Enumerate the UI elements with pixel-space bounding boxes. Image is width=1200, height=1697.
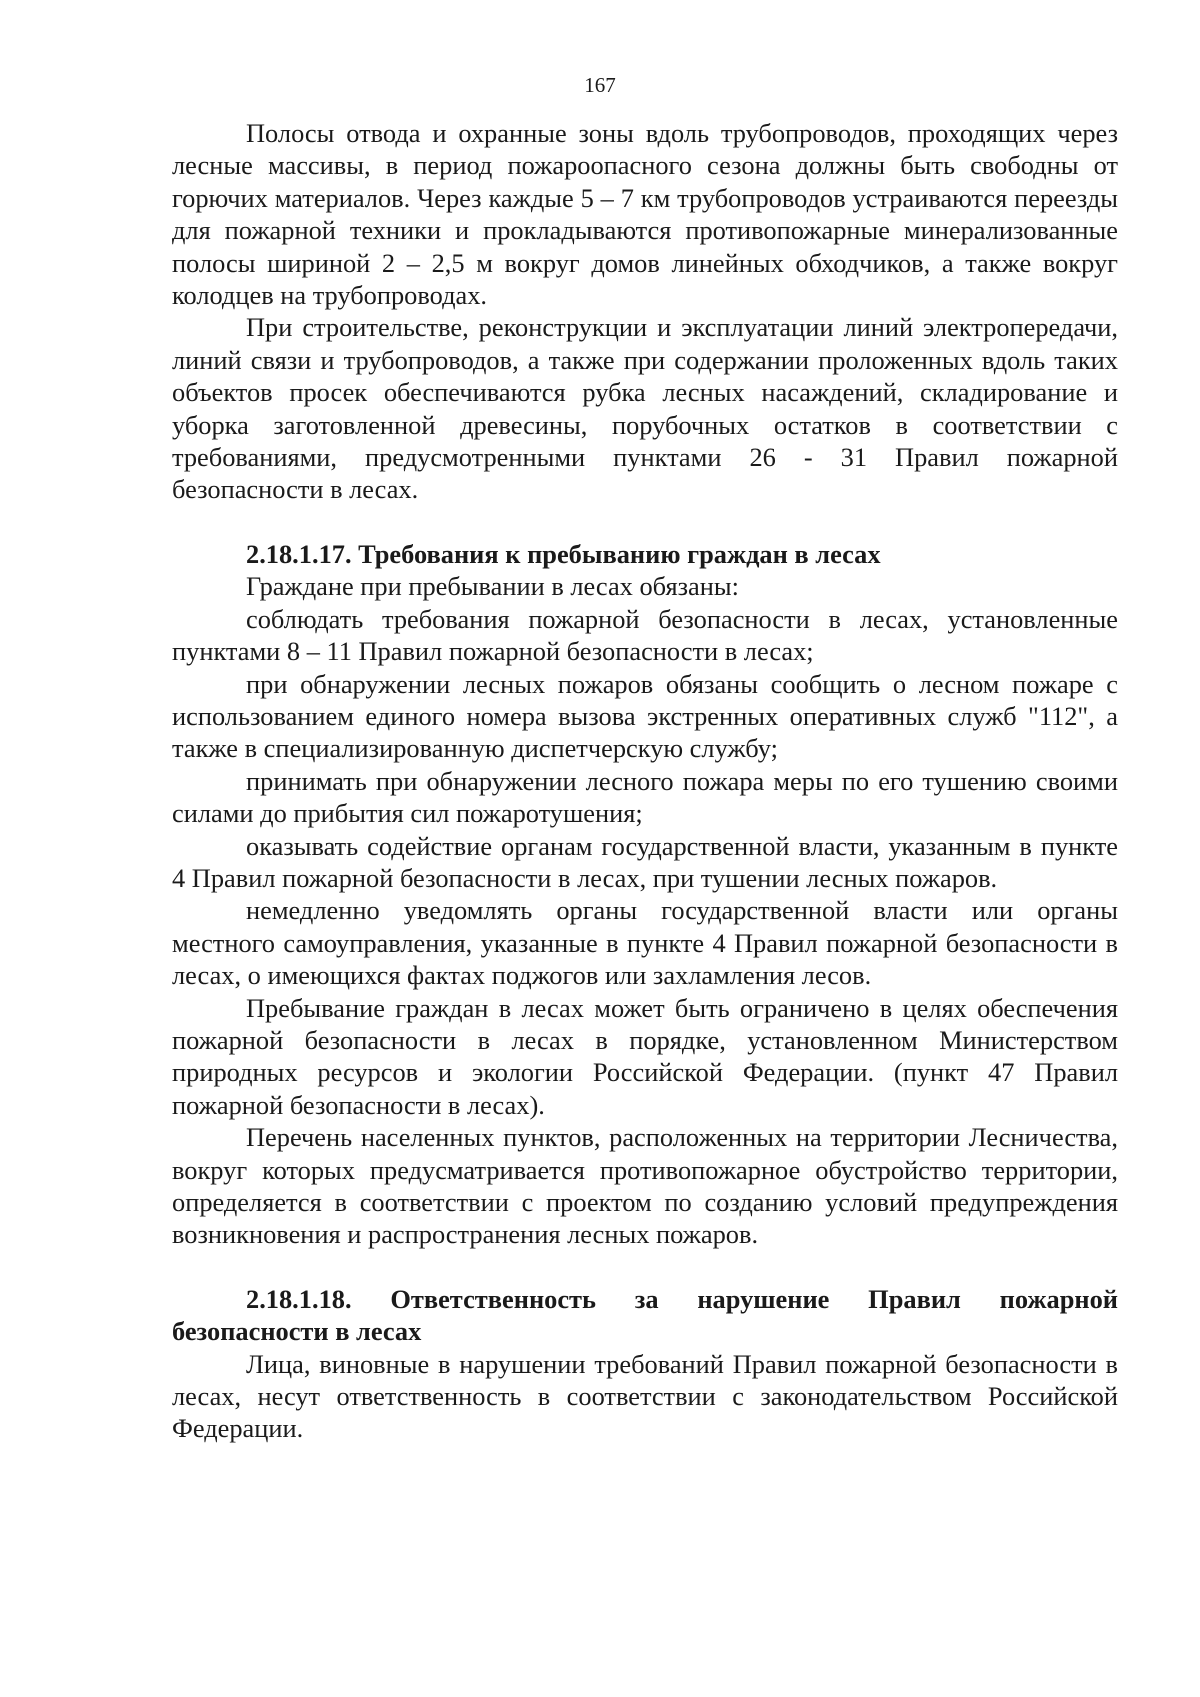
section-heading-liability: 2.18.1.18. Ответственность за нарушение Правил пожарной безопасности в лесах	[172, 1283, 1118, 1347]
paragraph-assist-authorities: оказывать содействие органам государственной власти, указанным в пункте 4 Правил пожарной безопасности в лесах, при тушении лесных пожаров.	[172, 830, 1118, 893]
paragraph-citizens-obliged: Граждане при пребывании в лесах обязаны:	[246, 571, 739, 602]
section-spacer	[172, 506, 1118, 538]
section-spacer	[172, 1251, 1118, 1283]
paragraph-pipelines: Полосы отвода и охранные зоны вдоль трубопроводов, проходящих через лесные массивы, в период пожароопасного сезона должны быть свободны от горючих материалов. Через каждые 5 – 7 км трубопроводов устраиваются переезды для пожарной техники и прокладываются противопожарные минерализованные полосы шириной 2 – 2,5 м вокруг домов линейных обходчиков, а также вокруг колодцев на трубопроводах.	[172, 118, 1118, 311]
paragraph-settlements-list: Перечень населенных пунктов, расположенных на территории Лесничества, вокруг которых предусматривается противопожарное обустройство территории, определяется в соответствии с проектом по созданию условий предупреждения возникновения и распространения лесных пожаров.	[172, 1122, 1118, 1250]
paragraph-notify-arson: немедленно уведомлять органы государственной власти или органы местного самоуправления, указанные в пункте 4 Правил пожарной безопасности в лесах, о имеющихся фактах поджогов или захламления лесов.	[172, 895, 1118, 991]
document-body	[172, 117, 1118, 1445]
paragraph-extinguish: принимать при обнаружении лесного пожара меры по его тушению своими силами до прибытия сил пожаротушения;	[172, 765, 1118, 829]
paragraph-stay-restricted: Пребывание граждан в лесах может быть ограничено в целях обеспечения пожарной безопасности в лесах в порядке, установленном Министерством природных ресурсов и экологии Российской Федерации. (пункт 47 Правил пожарной безопасности в лесах).	[172, 992, 1118, 1120]
section-heading-citizens: 2.18.1.17. Требования к пребыванию граждан в лесах	[246, 538, 881, 569]
paragraph-power-lines: При строительстве, реконструкции и эксплуатации линий электропередачи, линий связи и трубопроводов, а также при содержании проложенных вдоль таких объектов просек обеспечиваются рубка лесных насаждений, складирование и уборка заготовленной древесины, порубочных остатков в соответствии с требованиями, предусмотренными пунктами 26 - 31 Правил пожарной безопасности в лесах.	[172, 312, 1118, 505]
page-number: 167	[584, 73, 616, 97]
paragraph-liability: Лица, виновные в нарушении требований Правил пожарной безопасности в лесах, несут ответственность в соответствии с законодательством Российской Федерации.	[172, 1348, 1118, 1444]
paragraph-report-fire: при обнаружении лесных пожаров обязаны сообщить о лесном пожаре с использованием единого номера вызова экстренных оперативных служб "112", а также в специализированную диспетчерскую службу;	[172, 668, 1118, 764]
paragraph-comply-requirements: соблюдать требования пожарной безопасности в лесах, установленные пунктами 8 – 11 Правил пожарной безопасности в лесах;	[172, 603, 1118, 667]
